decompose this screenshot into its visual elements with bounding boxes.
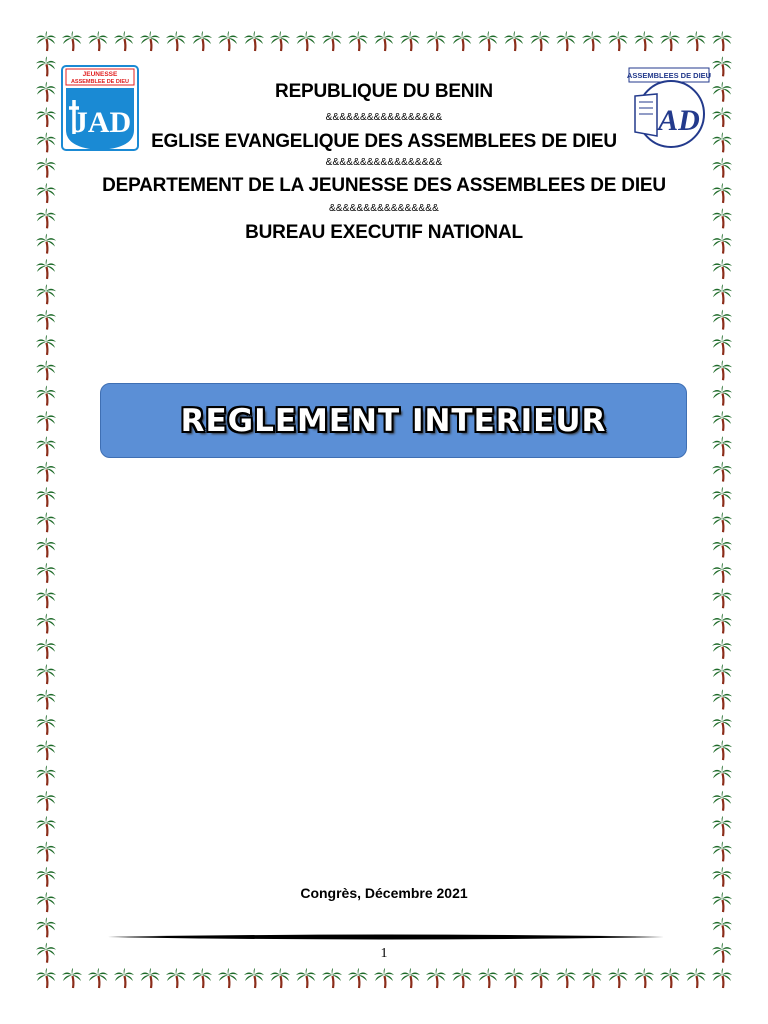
palm-tree-icon bbox=[634, 968, 654, 988]
palm-tree-icon bbox=[374, 968, 394, 988]
palm-tree-icon bbox=[712, 639, 732, 659]
department-heading: DEPARTEMENT DE LA JEUNESSE DES ASSEMBLEES DE DIEU bbox=[102, 175, 666, 196]
palm-tree-icon bbox=[426, 968, 446, 988]
palm-tree-icon bbox=[348, 31, 368, 51]
palm-tree-icon bbox=[712, 462, 732, 482]
palm-tree-icon bbox=[686, 31, 706, 51]
palm-tree-icon bbox=[712, 284, 732, 304]
palm-tree-icon bbox=[36, 664, 56, 684]
palm-tree-icon bbox=[712, 31, 732, 51]
palm-tree-icon bbox=[712, 791, 732, 811]
palm-tree-icon bbox=[270, 968, 290, 988]
palm-tree-icon bbox=[530, 31, 550, 51]
palm-tree-icon bbox=[244, 31, 264, 51]
palm-tree-icon bbox=[712, 689, 732, 709]
palm-tree-icon bbox=[712, 613, 732, 633]
palm-tree-icon bbox=[166, 31, 186, 51]
palm-tree-icon bbox=[374, 31, 394, 51]
palm-tree-icon bbox=[712, 436, 732, 456]
separator-1: &&&&&&&&&&&&&&&&& bbox=[325, 112, 443, 123]
palm-tree-icon bbox=[36, 841, 56, 861]
palm-tree-icon bbox=[36, 487, 56, 507]
church-heading: EGLISE EVANGELIQUE DES ASSEMBLEES DE DIEU bbox=[151, 131, 617, 152]
palm-tree-icon bbox=[686, 968, 706, 988]
palm-tree-icon bbox=[114, 31, 134, 51]
ad-logo-mark: AD bbox=[658, 104, 700, 137]
palm-tree-icon bbox=[218, 968, 238, 988]
palm-tree-icon bbox=[62, 31, 82, 51]
palm-tree-icon bbox=[36, 765, 56, 785]
palm-tree-icon bbox=[36, 360, 56, 380]
palm-tree-icon bbox=[114, 968, 134, 988]
palm-tree-icon bbox=[712, 56, 732, 76]
palm-tree-icon bbox=[36, 537, 56, 557]
palm-tree-icon bbox=[36, 462, 56, 482]
palm-tree-icon bbox=[36, 512, 56, 532]
palm-tree-icon bbox=[504, 31, 524, 51]
palm-tree-icon bbox=[88, 968, 108, 988]
palm-tree-icon bbox=[36, 791, 56, 811]
palm-tree-icon bbox=[140, 968, 160, 988]
page-number: 1 bbox=[380, 946, 388, 961]
jad-logo-sub-text: ASSEMBLEE DE DIEU bbox=[70, 79, 130, 85]
palm-tree-icon bbox=[712, 917, 732, 937]
palm-tree-icon bbox=[712, 968, 732, 988]
palm-tree-icon bbox=[426, 31, 446, 51]
palm-tree-icon bbox=[660, 31, 680, 51]
palm-tree-icon bbox=[608, 968, 628, 988]
palm-tree-icon bbox=[712, 867, 732, 887]
palm-tree-icon bbox=[712, 765, 732, 785]
palm-tree-icon bbox=[192, 31, 212, 51]
palm-tree-icon bbox=[36, 917, 56, 937]
palm-tree-icon bbox=[218, 31, 238, 51]
palm-tree-icon bbox=[712, 664, 732, 684]
palm-tree-icon bbox=[712, 360, 732, 380]
republic-heading: REPUBLIQUE DU BENIN bbox=[275, 81, 493, 102]
palm-tree-icon bbox=[36, 740, 56, 760]
palm-tree-icon bbox=[36, 436, 56, 456]
palm-tree-icon bbox=[712, 259, 732, 279]
palm-tree-icon bbox=[36, 715, 56, 735]
palm-tree-icon bbox=[712, 816, 732, 836]
document-title: REGLEMENT INTERIEUR bbox=[180, 402, 607, 439]
palm-tree-icon bbox=[712, 310, 732, 330]
palm-tree-icon bbox=[36, 284, 56, 304]
palm-tree-icon bbox=[192, 968, 212, 988]
palm-tree-icon bbox=[556, 31, 576, 51]
palm-tree-icon bbox=[556, 968, 576, 988]
palm-tree-icon bbox=[712, 335, 732, 355]
jad-logo-mark: JAD bbox=[72, 106, 132, 139]
separator-3: &&&&&&&&&&&&&&&& bbox=[329, 203, 439, 214]
palm-tree-icon bbox=[712, 487, 732, 507]
palm-tree-icon bbox=[36, 259, 56, 279]
palm-tree-icon bbox=[712, 537, 732, 557]
palm-tree-icon bbox=[712, 588, 732, 608]
palm-tree-icon bbox=[322, 968, 342, 988]
palm-tree-icon bbox=[712, 715, 732, 735]
palm-tree-icon bbox=[660, 968, 680, 988]
palm-tree-icon bbox=[582, 968, 602, 988]
palm-tree-icon bbox=[452, 968, 472, 988]
footer-rule bbox=[108, 932, 664, 942]
palm-tree-icon bbox=[36, 588, 56, 608]
palm-tree-icon bbox=[36, 563, 56, 583]
palm-tree-icon bbox=[712, 563, 732, 583]
palm-tree-icon bbox=[712, 512, 732, 532]
palm-tree-icon bbox=[140, 31, 160, 51]
palm-tree-icon bbox=[634, 31, 654, 51]
palm-tree-icon bbox=[36, 639, 56, 659]
palm-tree-icon bbox=[36, 816, 56, 836]
palm-tree-icon bbox=[608, 31, 628, 51]
palm-tree-icon bbox=[36, 968, 56, 988]
palm-tree-icon bbox=[478, 31, 498, 51]
palm-tree-icon bbox=[322, 31, 342, 51]
palm-tree-icon bbox=[244, 968, 264, 988]
palm-tree-icon bbox=[478, 968, 498, 988]
palm-tree-icon bbox=[452, 31, 472, 51]
palm-tree-icon bbox=[348, 968, 368, 988]
jad-logo-top-text: JEUNESSE bbox=[82, 71, 118, 78]
palm-tree-icon bbox=[712, 411, 732, 431]
palm-tree-icon bbox=[712, 386, 732, 406]
palm-tree-icon bbox=[712, 740, 732, 760]
document-title-box bbox=[100, 383, 687, 458]
palm-tree-icon bbox=[36, 335, 56, 355]
bureau-heading: BUREAU EXECUTIF NATIONAL bbox=[245, 222, 523, 243]
palm-tree-icon bbox=[88, 31, 108, 51]
palm-tree-icon bbox=[36, 689, 56, 709]
palm-tree-icon bbox=[36, 867, 56, 887]
palm-tree-icon bbox=[270, 31, 290, 51]
palm-tree-icon bbox=[36, 613, 56, 633]
separator-2: &&&&&&&&&&&&&&&&& bbox=[325, 157, 443, 168]
event-date: Congrès, Décembre 2021 bbox=[300, 885, 468, 901]
palm-tree-icon bbox=[712, 841, 732, 861]
palm-tree-icon bbox=[530, 968, 550, 988]
palm-tree-icon bbox=[296, 968, 316, 988]
palm-tree-icon bbox=[36, 386, 56, 406]
palm-tree-icon bbox=[296, 31, 316, 51]
palm-tree-icon bbox=[36, 411, 56, 431]
palm-tree-icon bbox=[400, 31, 420, 51]
palm-tree-icon bbox=[582, 31, 602, 51]
palm-tree-icon bbox=[166, 968, 186, 988]
palm-tree-icon bbox=[36, 56, 56, 76]
palm-tree-icon bbox=[62, 968, 82, 988]
palm-tree-icon bbox=[36, 310, 56, 330]
palm-tree-icon bbox=[504, 968, 524, 988]
palm-tree-icon bbox=[400, 968, 420, 988]
ad-logo-top-text: ASSEMBLEES DE DIEU bbox=[627, 71, 711, 80]
palm-tree-icon bbox=[36, 31, 56, 51]
